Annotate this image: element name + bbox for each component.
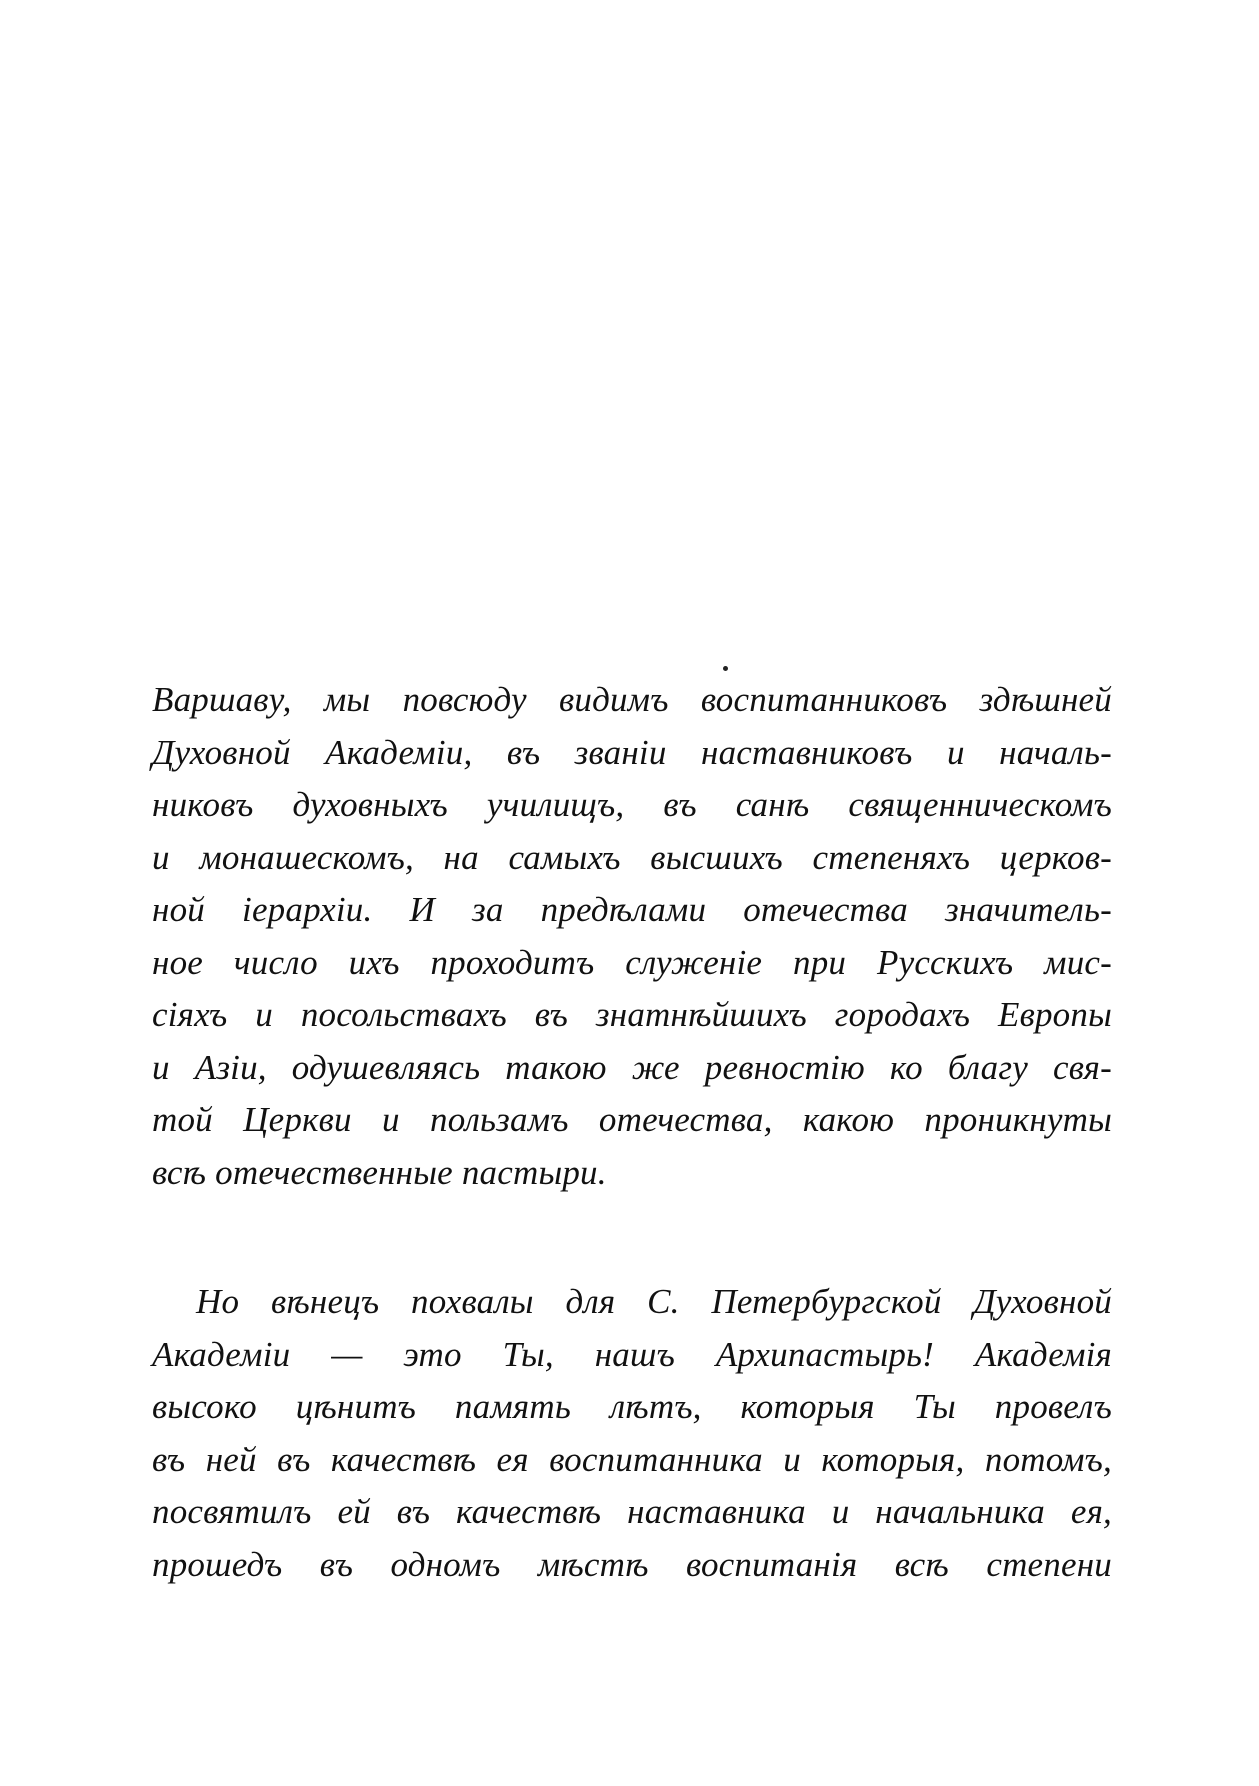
text-line: Духовной Академіи, въ званіи наставниковъ и началь- — [152, 732, 1112, 772]
text-line: ной іерархіи. И за предѣлами отечества значитель- — [152, 890, 1112, 929]
text-line: въ ней въ качествѣ ея воспитанника и которыя, потомъ, — [152, 1439, 1112, 1479]
paragraph-1 — [152, 674, 1112, 1199]
paragraph-2 — [152, 1276, 1112, 1591]
text-line: и монашескомъ, на самыхъ высшихъ степеняхъ церков- — [152, 837, 1112, 877]
text-line: высоко цѣнитъ память лѣтъ, которыя Ты провелъ — [152, 1387, 1112, 1426]
text-line: Академіи — это Ты, нашъ Архипастырь! Академія — [152, 1334, 1112, 1374]
text-line: посвятилъ ей въ качествѣ наставника и начальника ея, — [152, 1492, 1112, 1531]
ink-speck — [723, 666, 728, 671]
text-line: Но вѣнецъ похвалы для С. Петербургской Духовной — [196, 1282, 1112, 1321]
text-line: ное число ихъ проходитъ служеніе при Русскихъ мис- — [152, 942, 1112, 982]
text-line: прошедъ въ одномъ мѣстѣ воспитанія всѣ степени — [152, 1544, 1112, 1584]
text-line: всѣ отечественные пастыри. — [152, 1152, 607, 1192]
text-line: и Азіи, одушевляясь такою же ревностію ко благу свя- — [152, 1047, 1112, 1087]
text-line: Варшаву, мы повсюду видимъ воспитанниковъ здѣшней — [152, 680, 1112, 719]
text-line: никовъ духовныхъ училищъ, въ санѣ священническомъ — [152, 785, 1112, 824]
text-line: сіяхъ и посольствахъ въ знатнѣйшихъ городахъ Европы — [152, 995, 1112, 1034]
text-line: той Церкви и пользамъ отечества, какою проникнуты — [152, 1100, 1112, 1139]
